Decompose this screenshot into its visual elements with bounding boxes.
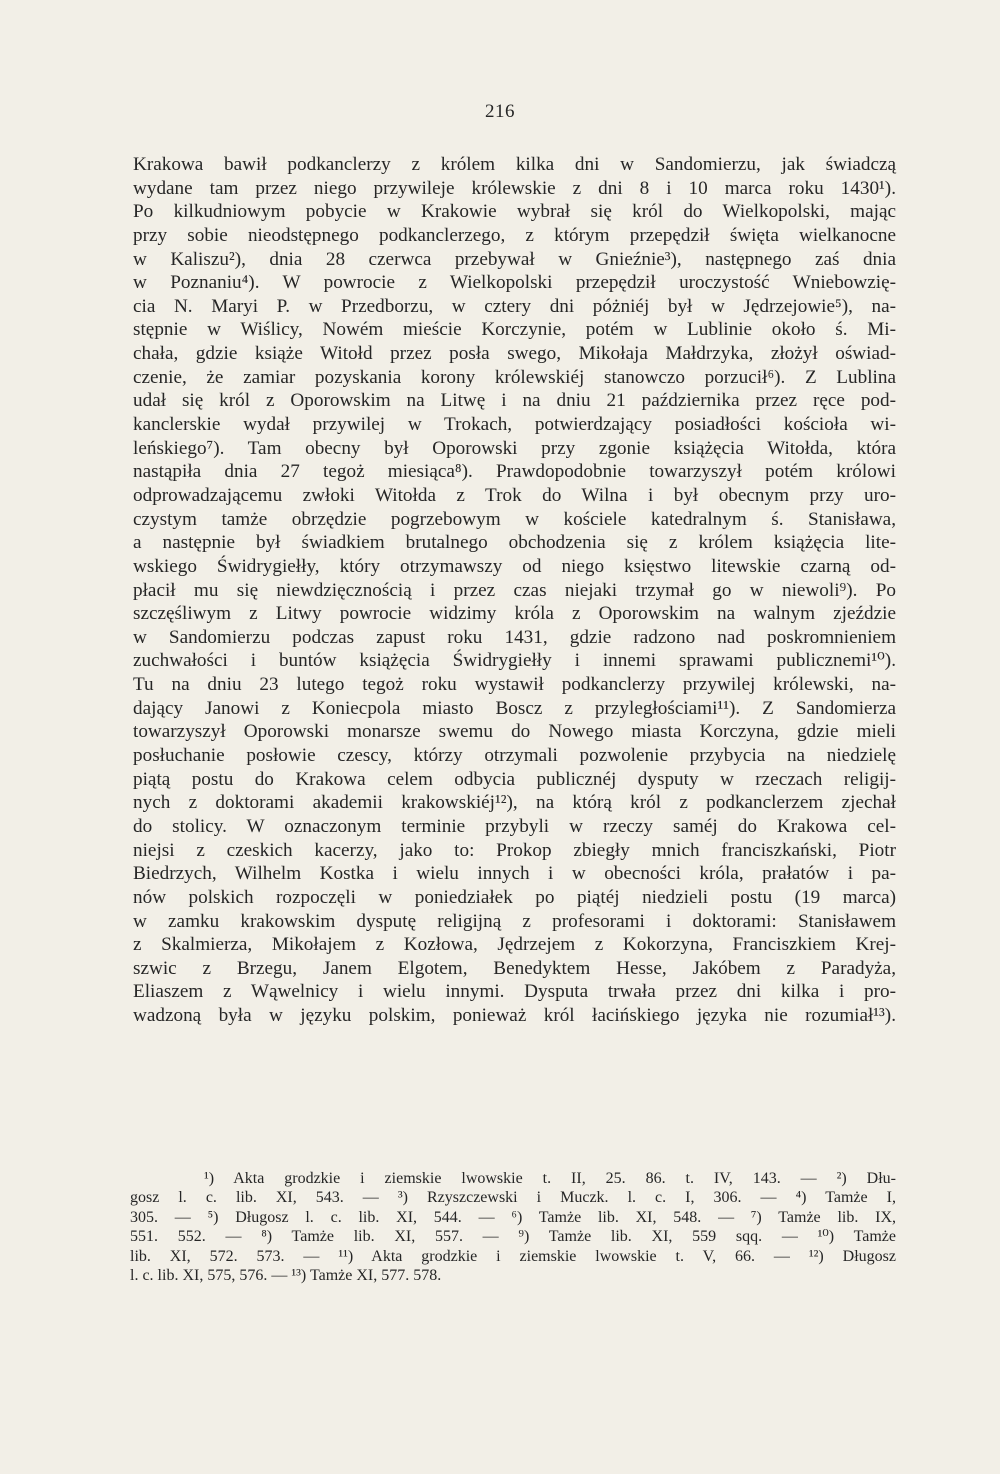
body-text bbox=[133, 153, 896, 1028]
body-line: Po kilkudniowym pobycie w Krakowie wybrał się król do Wielkopolski, mając bbox=[133, 201, 896, 223]
body-line: kanclerskie wydał przywilej w Trokach, potwierdzający posiadłości kościoła wi- bbox=[133, 414, 896, 436]
body-line: w Poznaniu⁴). W powrocie z Wielkopolski przepędził uroczystość Wniebowzię- bbox=[133, 272, 896, 294]
body-line: Eliaszem z Wąwelnicy i wielu innymi. Dysputa trwała przez dni kilka i pro- bbox=[133, 981, 896, 1003]
body-line: zuchwałości i buntów książęcia Świdrygiełły i innemi sprawami publicznemi¹⁰). bbox=[133, 650, 896, 672]
body-line: nastąpiła dnia 27 tegoż miesiąca⁸). Prawdopodobnie towarzyszył potém królowi bbox=[133, 461, 896, 483]
body-line: Tu na dniu 23 lutego tegoż roku wystawił podkanclerzy przywilej królewski, na- bbox=[133, 674, 896, 696]
body-line: Biedrzych, Wilhelm Kostka i wielu innych i w obecności króla, prałatów i pa- bbox=[133, 863, 896, 885]
body-line: płacił mu się niewdzięcznością i przez czas niejaki trzymał go w niewoli⁹). Po bbox=[133, 579, 896, 601]
page-number: 216 bbox=[485, 101, 515, 122]
body-line: w Sandomierzu podczas zapust roku 1431, gdzie radzono nad poskromnieniem bbox=[133, 626, 896, 648]
body-line: wydane tam przez niego przywileje królewskie z dni 8 i 10 marca roku 1430¹). bbox=[133, 177, 896, 199]
footnote-line: ¹) Akta grodzkie i ziemskie lwowskie t. II, 25. 86. t. IV, 143. — ²) Dłu- bbox=[204, 1170, 896, 1187]
body-line: w Kaliszu²), dnia 28 czerwca przebywał w Gnieźnie³), następnego zaś dnia bbox=[133, 248, 896, 270]
body-line: chała, gdzie książe Witołd przez posła swego, Mikołaja Małdrzyka, złożył oświad- bbox=[133, 343, 896, 365]
body-line: Krakowa bawił podkanclerzy z królem kilka dni w Sandomierzu, jak świadczą bbox=[133, 154, 896, 175]
body-line: w zamku krakowskim dysputę religijną z profesorami i doktorami: Stanisławem bbox=[133, 910, 896, 932]
body-line: szczęśliwym z Litwy powrocie widzimy króla z Oporowskim na walnym zjeździe bbox=[133, 603, 896, 625]
footnote-line: l. c. lib. XI, 575, 576. — ¹³) Tamże XI, 577. 578. bbox=[130, 1266, 442, 1284]
body-line: odprowadzającemu zwłoki Witołda z Trok do Wilna i był obecnym przy uro- bbox=[133, 484, 896, 506]
body-line: posłuchanie posłowie czescy, którzy otrzymali pozwolenie przybycia na niedzielę bbox=[133, 745, 896, 767]
footnotes bbox=[130, 1169, 896, 1285]
body-line: nów polskich rozpoczęli w poniedziałek po piątéj niedzieli postu (19 marca) bbox=[133, 886, 896, 908]
footnote-line: 305. — ⁵) Długosz l. c. lib. XI, 544. — ⁶) Tamże lib. XI, 548. — ⁷) Tamże lib. IX, bbox=[130, 1208, 896, 1226]
body-line: czenie, że zamiar pozyskania korony królewskiéj stanowczo porzucił⁶). Z Lublina bbox=[133, 366, 896, 388]
body-line: a następnie był świadkiem brutalnego obchodzenia się z królem książęcia lite- bbox=[133, 532, 896, 554]
footnote-line: 551. 552. — ⁸) Tamże lib. XI, 557. — ⁹) Tamże lib. XI, 559 sqq. — ¹⁰) Tamże bbox=[130, 1228, 896, 1246]
body-line: wskiego Świdrygiełły, który otrzymawszy od niego księstwo litewskie czarną od- bbox=[133, 555, 896, 577]
body-line: towarzyszył Oporowski monarsze swemu do Nowego miasta Korczyna, gdzie mieli bbox=[133, 721, 896, 743]
body-line: czystym tamże obrzędzie pogrzebowym w kościele katedralnym ś. Stanisława, bbox=[133, 508, 896, 530]
body-line: niejsi z czeskich kacerzy, jako to: Prokop zbiegły mnich franciszkański, Piotr bbox=[133, 839, 896, 861]
body-line: szwic z Brzegu, Janem Elgotem, Benedyktem Hesse, Jakóbem z Paradyża, bbox=[133, 957, 896, 979]
body-line: nych z doktorami akademii krakowskiéj¹²), na którą król z podkanclerzem zjechał bbox=[133, 792, 896, 814]
body-line: piątą postu do Krakowa celem odbycia publicznéj dysputy w rzeczach religij- bbox=[133, 768, 896, 790]
body-line: cia N. Maryi P. w Przedborzu, w cztery dni póżniéj był w Jędrzejowie⁵), na- bbox=[133, 295, 896, 317]
footnote-line: gosz l. c. lib. XI, 543. — ³) Rzyszczewski i Muczk. l. c. I, 306. — ⁴) Tamże I, bbox=[130, 1189, 896, 1207]
body-line: przy sobie nieodstępnego podkanclerzego, z którym przepędził święta wielkanocne bbox=[133, 224, 896, 246]
body-line: leńskiego⁷). Tam obecny był Oporowski przy zgonie książęcia Witołda, która bbox=[133, 437, 896, 459]
footnote-line: lib. XI, 572. 573. — ¹¹) Akta grodzkie i ziemskie lwowskie t. V, 66. — ¹²) Długosz bbox=[130, 1247, 896, 1265]
body-line: do stolicy. W oznaczonym terminie przybyli w rzeczy saméj do Krakowa cel- bbox=[133, 815, 896, 837]
body-line: udał się król z Oporowskim na Litwę i na dniu 21 października przez ręce pod- bbox=[133, 390, 896, 412]
body-line: dający Janowi z Koniecpola miasto Boscz z przyległościami¹¹). Z Sandomierza bbox=[133, 697, 896, 719]
body-line: stępnie w Wiślicy, Nowém mieście Korczynie, potém w Lublinie około ś. Mi- bbox=[133, 319, 896, 341]
body-line: z Skalmierza, Mikołajem z Kozłowa, Jędrzejem z Kokorzyna, Franciszkiem Krej- bbox=[133, 934, 896, 956]
body-line: wadzoną była w języku polskim, ponieważ król łacińskiego języka nie rozumiał¹³). bbox=[133, 1005, 896, 1027]
